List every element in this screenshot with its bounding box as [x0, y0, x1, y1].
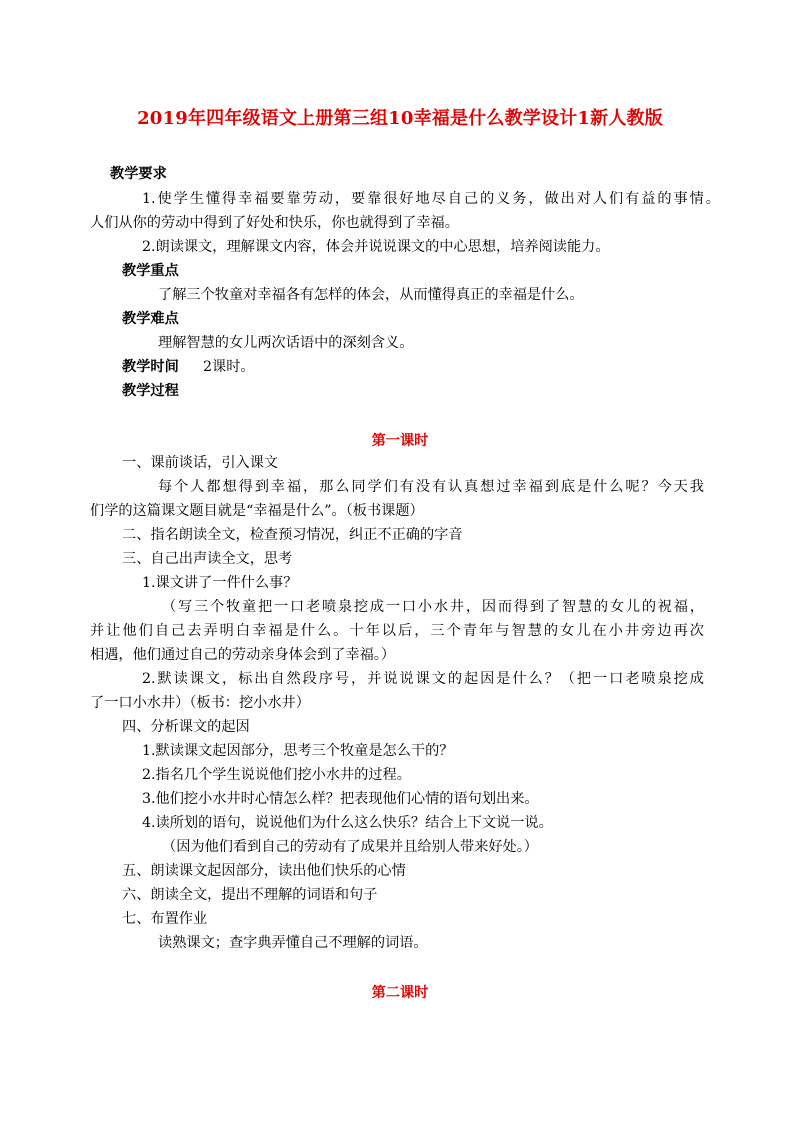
- requirements-item-1-line-1: 1.使学生懂得幸福要靠劳动，要靠很好地尽自己的义务，做出对人们有益的事情。: [142, 191, 720, 207]
- key-point-text: 了解三个牧童对幸福各有怎样的体会，从而懂得真正的幸福是什么。: [158, 287, 584, 303]
- lesson-1-section-7-text: 读熟课文；查字典弄懂自己不理解的词语。: [158, 935, 428, 951]
- requirements-item-2: 2.朗读课文，理解课文内容，体会并说说课文的中心思想，培养阅读能力。: [142, 239, 610, 255]
- lesson-1-section-4-question-4: 4.读所划的语句，说说他们为什么这么快乐？结合上下文说一说。: [142, 815, 553, 831]
- lesson-1-section-4-question-2: 2.指名几个学生说说他们挖小水井的过程。: [142, 767, 411, 783]
- lesson-2-heading: 第二课时: [371, 985, 429, 1001]
- lesson-1-section-3-question-2-line-1: 2.默读课文，标出自然段序号，并说说课文的起因是什么？（把一口老喷泉挖成: [142, 671, 704, 687]
- requirements-item-1-line-2: 人们从你的劳动中得到了好处和快乐，你也就得到了幸福。: [90, 215, 459, 231]
- lesson-1-section-3-answer-1-line-1: （写三个牧童把一口老喷泉挖成一口小水井，因而得到了智慧的女儿的祝福，: [162, 599, 704, 615]
- lesson-1-section-3-answer-1-line-2: 并让他们自己去弄明白幸福是什么。十年以后，三个青年与智慧的女儿在小井旁边再次: [90, 623, 704, 639]
- key-point-heading: 教学重点: [122, 263, 179, 279]
- difficulty-text: 理解智慧的女儿两次话语中的深刻含义。: [158, 335, 414, 351]
- lesson-1-section-3-question-2-line-2: 了一口小水井）（板书：挖小水井）: [90, 695, 310, 711]
- lesson-1-section-2: 二、指名朗读全文，检查预习情况，纠正不正确的字音: [122, 527, 463, 543]
- lesson-1-section-3: 三、自己出声读全文，思考: [122, 551, 293, 567]
- time-value: 2课时。: [203, 359, 255, 375]
- lesson-1-section-1-paragraph-line-1: 每个人都想得到幸福，那么同学们有没有认真想过幸福到底是什么呢？今天我: [158, 479, 704, 495]
- lesson-1-section-4-question-3: 3.他们挖小水井时心情怎么样？把表现他们心情的语句划出来。: [142, 791, 539, 807]
- lesson-1-section-4-answer-4: （因为他们看到自己的劳动有了成果并且给别人带来好处。）: [162, 839, 538, 855]
- time-heading: 教学时间: [122, 359, 179, 375]
- lesson-1-section-1: 一、课前谈话，引入课文: [122, 455, 279, 471]
- process-heading: 教学过程: [122, 383, 179, 399]
- requirements-heading: 教学要求: [110, 166, 167, 182]
- difficulty-heading: 教学难点: [122, 311, 179, 327]
- lesson-1-heading: 第一课时: [371, 433, 429, 449]
- lesson-1-section-3-question-1: 1.课文讲了一件什么事？: [142, 575, 298, 591]
- lesson-1-section-4: 四、分析课文的起因: [122, 719, 250, 735]
- lesson-1-section-6: 六、朗读全文，提出不理解的词语和句子: [122, 887, 378, 903]
- lesson-1-section-1-paragraph-line-2: 们学的这篇课文题目就是“幸福是什么”。（板书课题）: [90, 503, 424, 519]
- lesson-1-section-4-question-1: 1.默读课文起因部分，思考三个牧童是怎么干的？: [142, 743, 454, 759]
- lesson-1-section-3-answer-1-line-3: 相遇，他们通过自己的劳动亲身体会到了幸福。）: [90, 647, 396, 663]
- lesson-1-section-5: 五、朗读课文起因部分，读出他们快乐的心情: [122, 863, 406, 879]
- lesson-1-section-7: 七、布置作业: [122, 911, 208, 927]
- document-title: 2019年四年级语文上册第三组10幸福是什么教学设计1新人教版: [137, 108, 663, 129]
